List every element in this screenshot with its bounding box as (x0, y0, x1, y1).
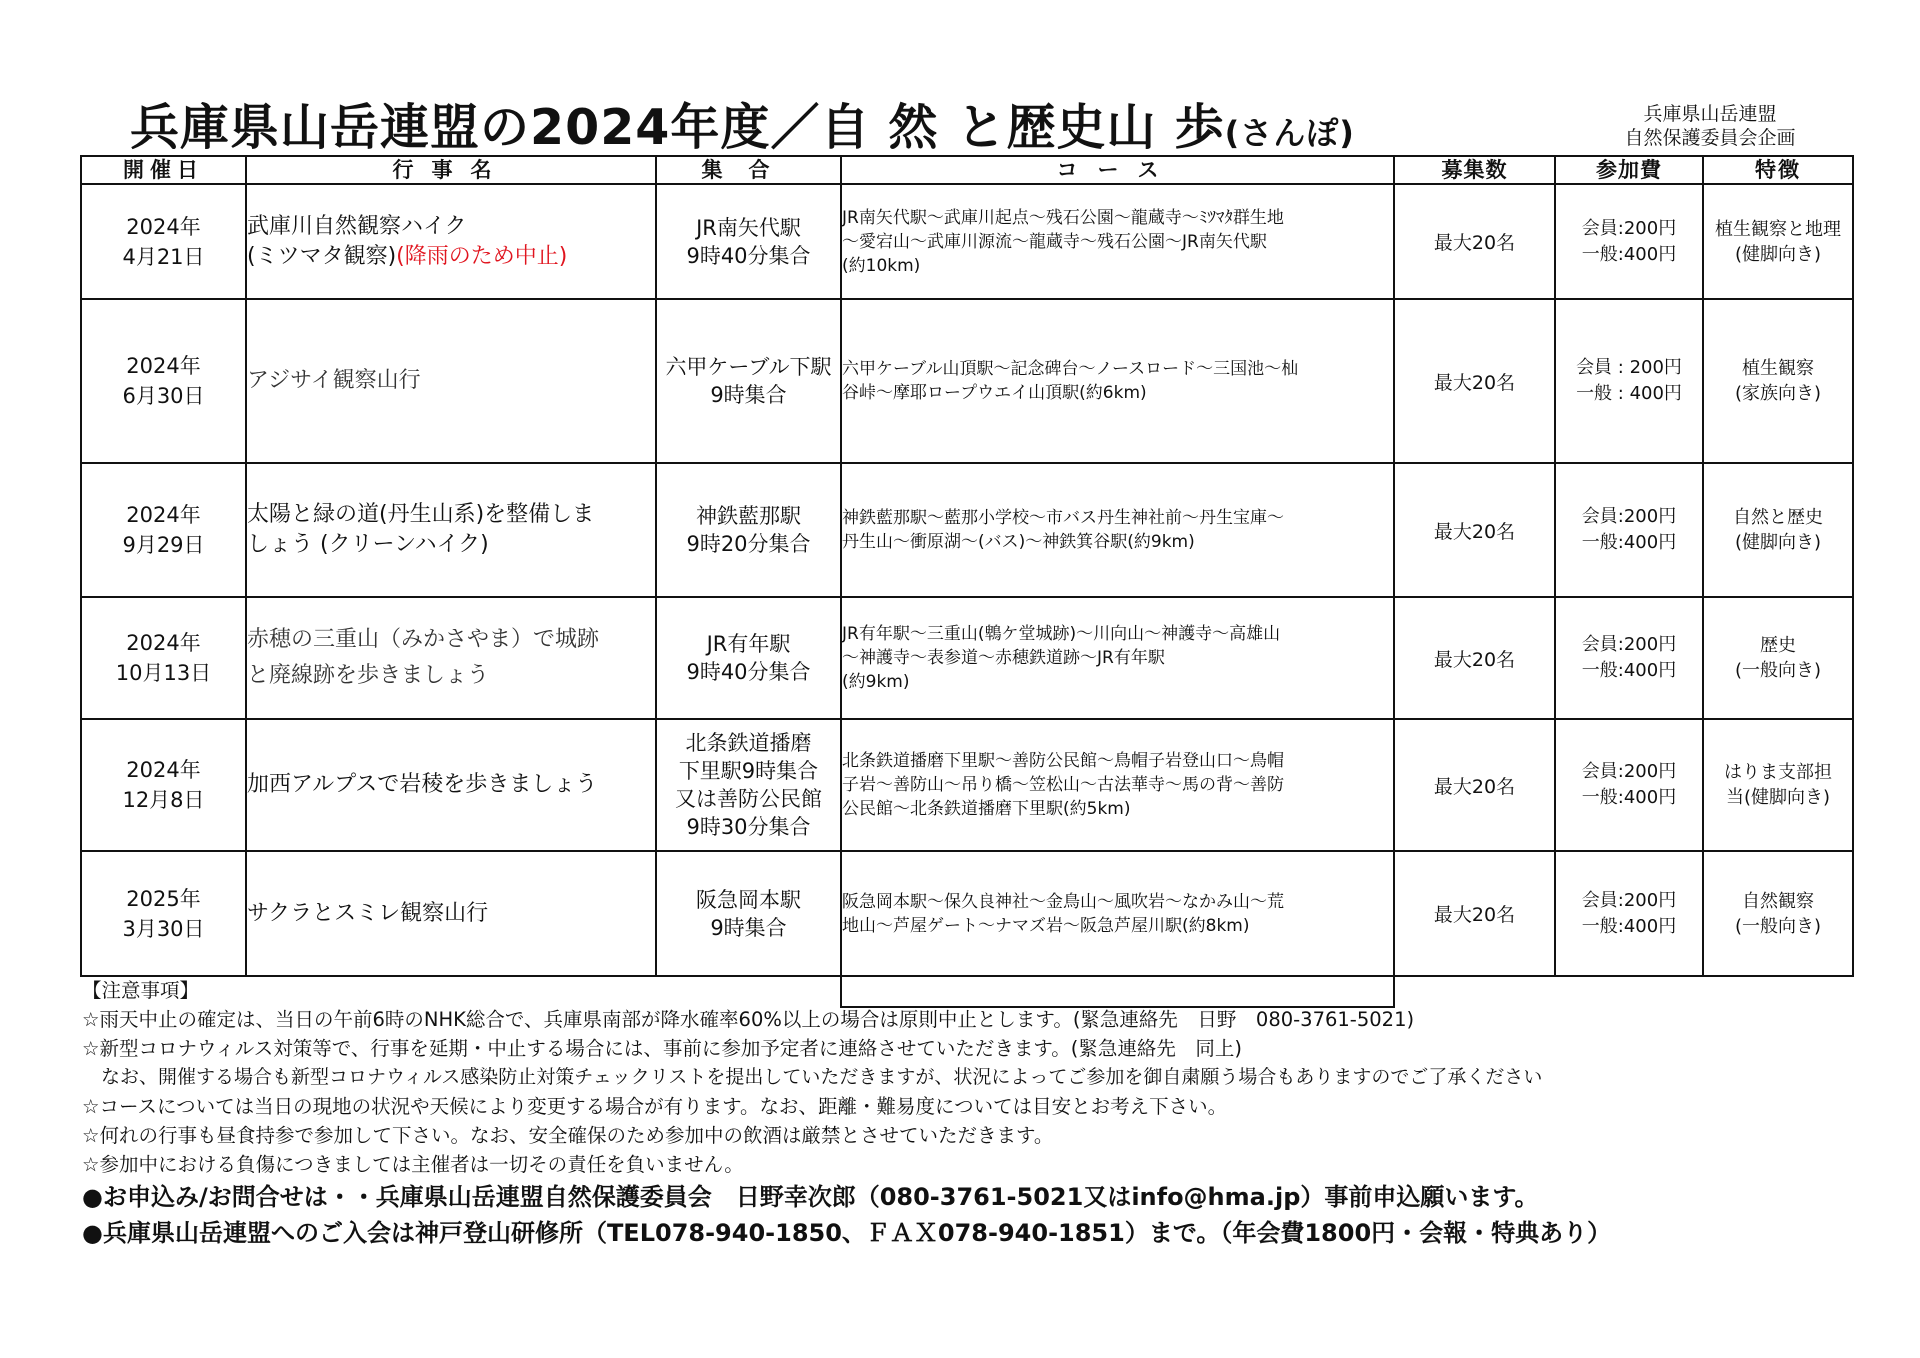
membership-info: ●兵庫県山岳連盟へのご入会は神戸登山研修所（TEL078-940-1850、ＦＡＸ078-940-1851）まで。（年会費1800円・会報・特典あり） (82, 1219, 1612, 1247)
meeting-place (656, 299, 841, 463)
course-route (841, 851, 1394, 976)
event-date (81, 597, 246, 719)
header-capacity: 募集数 (1394, 156, 1555, 184)
feature (1703, 463, 1853, 597)
table-row (81, 719, 1853, 851)
meeting-place-line: 下里駅9時集合 (678, 759, 819, 783)
event-name-line: アジサイ観察山行 (247, 368, 421, 393)
event-name (246, 597, 656, 719)
table-row (81, 851, 1853, 976)
meeting-place-line: 又は善防公民館 (675, 787, 822, 811)
cancel-notice: (降雨のため中止) (396, 243, 568, 269)
note-item: ☆参加中における負傷につきましては主催者は一切その責任を負いません。 (82, 1153, 744, 1176)
course-line: 阪急岡本駅～保久良神社～金鳥山～風吹岩～なかみ山～荒 (842, 891, 1284, 912)
feature-line: 自然観察 (1742, 890, 1814, 912)
event-name-line: (ミツマタ観察) (247, 243, 397, 269)
meeting-time: 9時集合 (710, 383, 787, 407)
event-year: 2024年 (126, 214, 201, 239)
event-name-line: 武庫川自然観察ハイク (247, 213, 467, 239)
course-line: 神鉄藍那駅～藍那小学校～市バス丹生神社前～丹生宝庫～ (842, 508, 1284, 528)
event-year: 2024年 (126, 758, 201, 782)
meeting-place-line: 阪急岡本駅 (696, 887, 801, 912)
event-name-line: 加西アルプスで岩稜を歩きましょう (247, 772, 598, 797)
header-date: 開催日 (81, 156, 246, 184)
event-day: 4月21日 (122, 244, 205, 269)
meeting-time: 9時20分集合 (686, 532, 811, 556)
course-line: 谷峠～摩耶ロープウエイ山頂駅(約6km) (842, 383, 1147, 403)
course-route (841, 184, 1394, 299)
fee-member: 会員 : 200円 (1576, 357, 1682, 378)
capacity: 最大20名 (1394, 299, 1555, 463)
course-line: 六甲ケーブル山頂駅～記念碑台～ノースロード～三国池～杣 (842, 359, 1299, 379)
feature (1703, 299, 1853, 463)
header-meet: 集合 (656, 156, 841, 184)
note-item: ☆新型コロナウィルス対策等で、行事を延期・中止する場合には、事前に参加予定者に連絡させていただきます。(緊急連絡先 同上) (82, 1037, 1242, 1060)
feature-line: 植生観察 (1742, 358, 1814, 379)
course-line: 公民館～北条鉄道播磨下里駅(約5km) (842, 799, 1131, 819)
feature-audience: 当(健脚向き) (1725, 787, 1831, 808)
meeting-time: 9時30分集合 (686, 815, 811, 839)
fee-member: 会員:200円 (1581, 217, 1677, 239)
meeting-place-line: 六甲ケーブル下駅 (665, 355, 832, 379)
meeting-place (656, 851, 841, 976)
meeting-place (656, 597, 841, 719)
event-date (81, 463, 246, 597)
feature-line: 歴史 (1760, 635, 1796, 656)
feature (1703, 851, 1853, 976)
fee (1555, 851, 1703, 976)
table-row (81, 184, 1853, 299)
feature-audience: (家族向き) (1734, 383, 1822, 404)
feature-audience: (一般向き) (1734, 660, 1822, 681)
fee-member: 会員:200円 (1581, 761, 1677, 782)
capacity: 最大20名 (1394, 184, 1555, 299)
meeting-place (656, 463, 841, 597)
note-item: ☆コースについては当日の現地の状況や天候により変更する場合が有ります。なお、距離・難易度については目安とお考え下さい。 (82, 1095, 1228, 1118)
table-header-row (81, 156, 1853, 184)
feature-audience: (一般向き) (1734, 915, 1822, 937)
note-item: なお、開催する場合も新型コロナウィルス感染防止対策チェックリストを提出していただきますが、状況によってご参加を御自粛願う場合もありますのでご了承ください (82, 1066, 1543, 1088)
fee-general: 一般:400円 (1581, 787, 1677, 808)
event-year: 2024年 (126, 631, 201, 655)
event-date (81, 719, 246, 851)
course-route (841, 719, 1394, 851)
notes-section (82, 976, 1872, 1251)
organizer (1600, 102, 1820, 150)
schedule-table (80, 155, 1854, 977)
event-day: 6月30日 (122, 384, 205, 408)
header-feature: 特徴 (1703, 156, 1853, 184)
course-line: 地山～芦屋ゲート～ナマズ岩～阪急芦屋川駅(約8km) (842, 915, 1250, 936)
title-main: 兵庫県山岳連盟の2024年度／自 然 と歴史山 歩 (130, 99, 1225, 156)
event-name (246, 719, 656, 851)
meeting-place-line: 神鉄藍那駅 (696, 504, 801, 528)
table-row (81, 463, 1853, 597)
course-line: ～愛宕山～武庫川源流～龍蔵寺～残石公園～JR南矢代駅 (842, 231, 1267, 252)
feature-audience: (健脚向き) (1734, 243, 1822, 265)
table-row (81, 299, 1853, 463)
event-year: 2024年 (126, 503, 201, 527)
fee-member: 会員:200円 (1581, 634, 1677, 655)
event-date (81, 851, 246, 976)
event-day: 9月29日 (122, 533, 205, 557)
event-year: 2024年 (126, 354, 201, 378)
fee-general: 一般:400円 (1581, 660, 1677, 681)
event-name-line: しょう (クリーンハイク) (247, 532, 489, 557)
event-name (246, 463, 656, 597)
fee (1555, 463, 1703, 597)
contact-info: ●お申込み/お問合せは・・兵庫県山岳連盟自然保護委員会 日野幸次郎（080-3761-5021又はinfo@hma.jp）事前申込願います。 (82, 1183, 1539, 1211)
event-day: 12月8日 (122, 788, 205, 812)
feature (1703, 184, 1853, 299)
feature-line: はりま支部担 (1724, 762, 1832, 783)
event-name (246, 184, 656, 299)
course-line: 北条鉄道播磨下里駅～善防公民館～鳥帽子岩登山口～鳥帽 (842, 751, 1284, 771)
event-name-line: 赤穂の三重山（みかさやま）で城跡 (247, 627, 600, 652)
course-route (841, 463, 1394, 597)
notes-heading: 【注意事項】 (82, 979, 200, 1002)
event-name-line: サクラとスミレ観察山行 (247, 900, 489, 926)
fee (1555, 597, 1703, 719)
course-distance: (約9km) (842, 672, 910, 692)
fee (1555, 719, 1703, 851)
course-line: ～神護寺～表参道～赤穂鉄道跡～JR有年駅 (842, 648, 1165, 668)
course-line: 子岩～善防山～吊り橋～笠松山～古法華寺～馬の背～善防 (842, 775, 1284, 795)
capacity: 最大20名 (1394, 851, 1555, 976)
table-row (81, 597, 1853, 719)
capacity: 最大20名 (1394, 463, 1555, 597)
meeting-place-line: JR南矢代駅 (696, 215, 801, 240)
event-year: 2025年 (126, 886, 201, 911)
page-title (130, 98, 1355, 163)
capacity: 最大20名 (1394, 597, 1555, 719)
meeting-place (656, 719, 841, 851)
meeting-time: 9時40分集合 (686, 660, 811, 684)
event-name-line: 太陽と緑の道(丹生山系)を整備しま (247, 502, 595, 527)
fee-general: 一般:400円 (1581, 243, 1677, 265)
event-date (81, 299, 246, 463)
feature-line: 自然と歴史 (1733, 507, 1823, 528)
capacity: 最大20名 (1394, 719, 1555, 851)
course-line: JR有年駅～三重山(鵯ケ堂城跡)～川向山～神護寺～高雄山 (842, 624, 1281, 644)
feature-line: 植生観察と地理 (1715, 218, 1841, 240)
event-name (246, 299, 656, 463)
meeting-place (656, 184, 841, 299)
event-name (246, 851, 656, 976)
organizer-committee: 自然保護委員会企画 (1624, 127, 1796, 149)
event-day: 3月30日 (122, 916, 205, 941)
header-course: コース (841, 156, 1394, 184)
event-day: 10月13日 (115, 661, 212, 685)
fee (1555, 184, 1703, 299)
course-route (841, 299, 1394, 463)
title-suffix: (さんぽ) (1224, 114, 1355, 152)
course-distance: (約10km) (842, 255, 921, 276)
header-event: 行事名 (246, 156, 656, 184)
course-line: 丹生山～衝原湖～(バス)～神鉄箕谷駅(約9km) (842, 532, 1195, 552)
meeting-time: 9時40分集合 (686, 243, 811, 268)
meeting-place-line: 北条鉄道播磨 (685, 731, 812, 755)
feature-audience: (健脚向き) (1734, 532, 1822, 553)
event-name-line: と廃線跡を歩きましょう (247, 663, 490, 688)
course-route (841, 597, 1394, 719)
meeting-place-line: JR有年駅 (706, 632, 791, 656)
fee-member: 会員:200円 (1581, 889, 1677, 911)
meeting-time: 9時集合 (710, 915, 787, 940)
feature (1703, 719, 1853, 851)
fee (1555, 299, 1703, 463)
course-line: JR南矢代駅～武庫川起点～残石公園～龍蔵寺～ﾐﾂﾏﾀ群生地 (842, 207, 1284, 228)
fee-general: 一般:400円 (1581, 532, 1677, 553)
note-item: ☆雨天中止の確定は、当日の午前6時のNHK総合で、兵庫県南部が降水確率60%以上の場合は原則中止とします。(緊急連絡先 日野 080-3761-5021) (82, 1008, 1415, 1031)
fee-general: 一般 : 400円 (1576, 383, 1682, 404)
feature (1703, 597, 1853, 719)
fee-member: 会員:200円 (1581, 506, 1677, 527)
organizer-name: 兵庫県山岳連盟 (1643, 103, 1777, 125)
header-fee: 参加費 (1555, 156, 1703, 184)
fee-general: 一般:400円 (1581, 915, 1677, 937)
note-item: ☆何れの行事も昼食持参で参加して下さい。なお、安全確保のため参加中の飲酒は厳禁とさせていただきます。 (82, 1124, 1054, 1147)
event-date (81, 184, 246, 299)
